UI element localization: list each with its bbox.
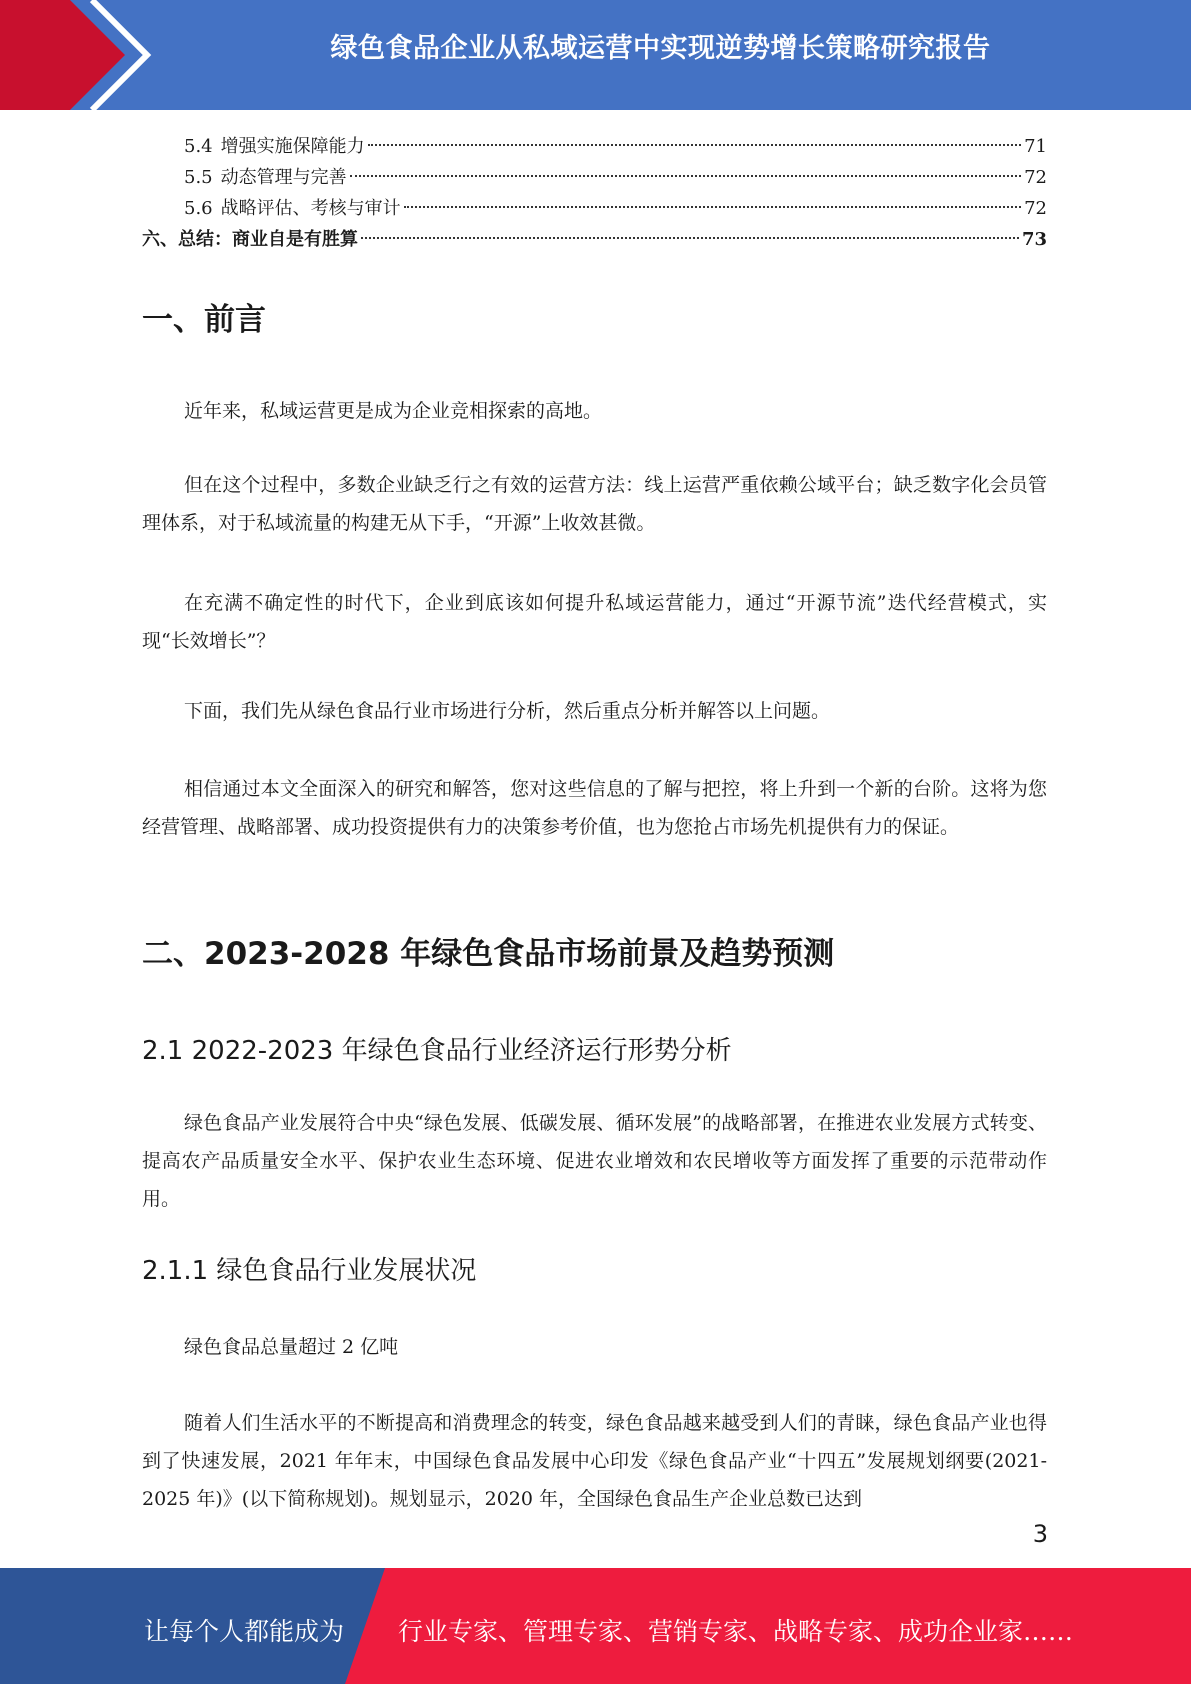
toc-entry[interactable] xyxy=(142,193,1047,224)
toc-dot-leader xyxy=(361,237,1019,239)
footer-slogan-roles: 行业专家、管理专家、营销专家、战略专家、成功企业家…… xyxy=(398,1617,1074,1646)
toc-entry-page: 73 xyxy=(1021,229,1047,250)
toc-entry-label: 战略评估、考核与审计 xyxy=(220,198,401,219)
paragraph: 在充满不确定性的时代下，企业到底该如何提升私域运营能力，通过“开源节流”迭代经营模式，实现“长效增长”？ xyxy=(142,592,1047,652)
toc-entry-label: 六、总结：商业自是有胜算 xyxy=(142,229,358,250)
toc-entry-page: 72 xyxy=(1024,198,1047,219)
toc-entry-number: 5.5 xyxy=(184,167,213,188)
report-title: 绿色食品企业从私域运营中实现逆势增长策略研究报告 xyxy=(330,33,991,64)
section-heading-forecast: 二、2023-2028 年绿色食品市场前景及趋势预测 xyxy=(142,936,835,972)
toc-entry-number: 5.4 xyxy=(184,136,213,157)
paragraph: 近年来，私域运营更是成为企业竞相探索的高地。 xyxy=(184,400,603,422)
header-chevron-graphic xyxy=(0,0,160,110)
toc-entry-page: 71 xyxy=(1024,136,1047,157)
paragraph: 随着人们生活水平的不断提高和消费理念的转变，绿色食品越来越受到人们的青睐，绿色食品产业也得到了快速发展，2021 年年末，中国绿色食品发展中心印发《绿色食品产业“十四五”发展规划纲要(2021-2025 年)》(以下简称规划)。规划显示，2020 年，全国绿色食品生产企业总数已达到 xyxy=(142,1412,1047,1510)
table-of-contents xyxy=(142,131,1047,255)
paragraph: 相信通过本文全面深入的研究和解答，您对这些信息的了解与把控，将上升到一个新的台阶。这将为您经营管理、战略部署、成功投资提供有力的决策参考价值，也为您抢占市场先机提供有力的保证。 xyxy=(142,778,1047,838)
subsection-heading: 2.1.1 绿色食品行业发展状况 xyxy=(142,1256,477,1286)
toc-dot-leader xyxy=(404,206,1021,208)
page-header xyxy=(0,0,1191,110)
section-heading-preface: 一、前言 xyxy=(142,302,266,338)
toc-entry[interactable] xyxy=(142,162,1047,193)
footer-slogan-lead: 让每个人都能成为 xyxy=(144,1617,345,1646)
paragraph: 下面，我们先从绿色食品行业市场进行分析，然后重点分析并解答以上问题。 xyxy=(184,700,831,722)
toc-entry[interactable] xyxy=(142,224,1047,255)
page-number: 3 xyxy=(1032,1520,1048,1548)
toc-entry[interactable] xyxy=(142,131,1047,162)
toc-entry-page: 72 xyxy=(1024,167,1047,188)
subsection-heading: 2.1 2022-2023 年绿色食品行业经济运行形势分析 xyxy=(142,1036,732,1066)
paragraph: 绿色食品产业发展符合中央“绿色发展、低碳发展、循环发展”的战略部署，在推进农业发展方式转变、提高农产品质量安全水平、保护农业生态环境、促进农业增效和农民增收等方面发挥了重要的示范带动作用。 xyxy=(142,1112,1047,1210)
page-footer xyxy=(0,1568,1191,1684)
toc-entry-label: 增强实施保障能力 xyxy=(220,136,365,157)
paragraph: 绿色食品总量超过 2 亿吨 xyxy=(184,1336,399,1358)
toc-dot-leader xyxy=(368,144,1021,146)
paragraph: 但在这个过程中，多数企业缺乏行之有效的运营方法：线上运营严重依赖公域平台；缺乏数字化会员管理体系，对于私域流量的构建无从下手，“开源”上收效甚微。 xyxy=(142,474,1047,534)
toc-entry-number: 5.6 xyxy=(184,198,213,219)
toc-dot-leader xyxy=(350,175,1021,177)
toc-entry-label: 动态管理与完善 xyxy=(220,167,347,188)
